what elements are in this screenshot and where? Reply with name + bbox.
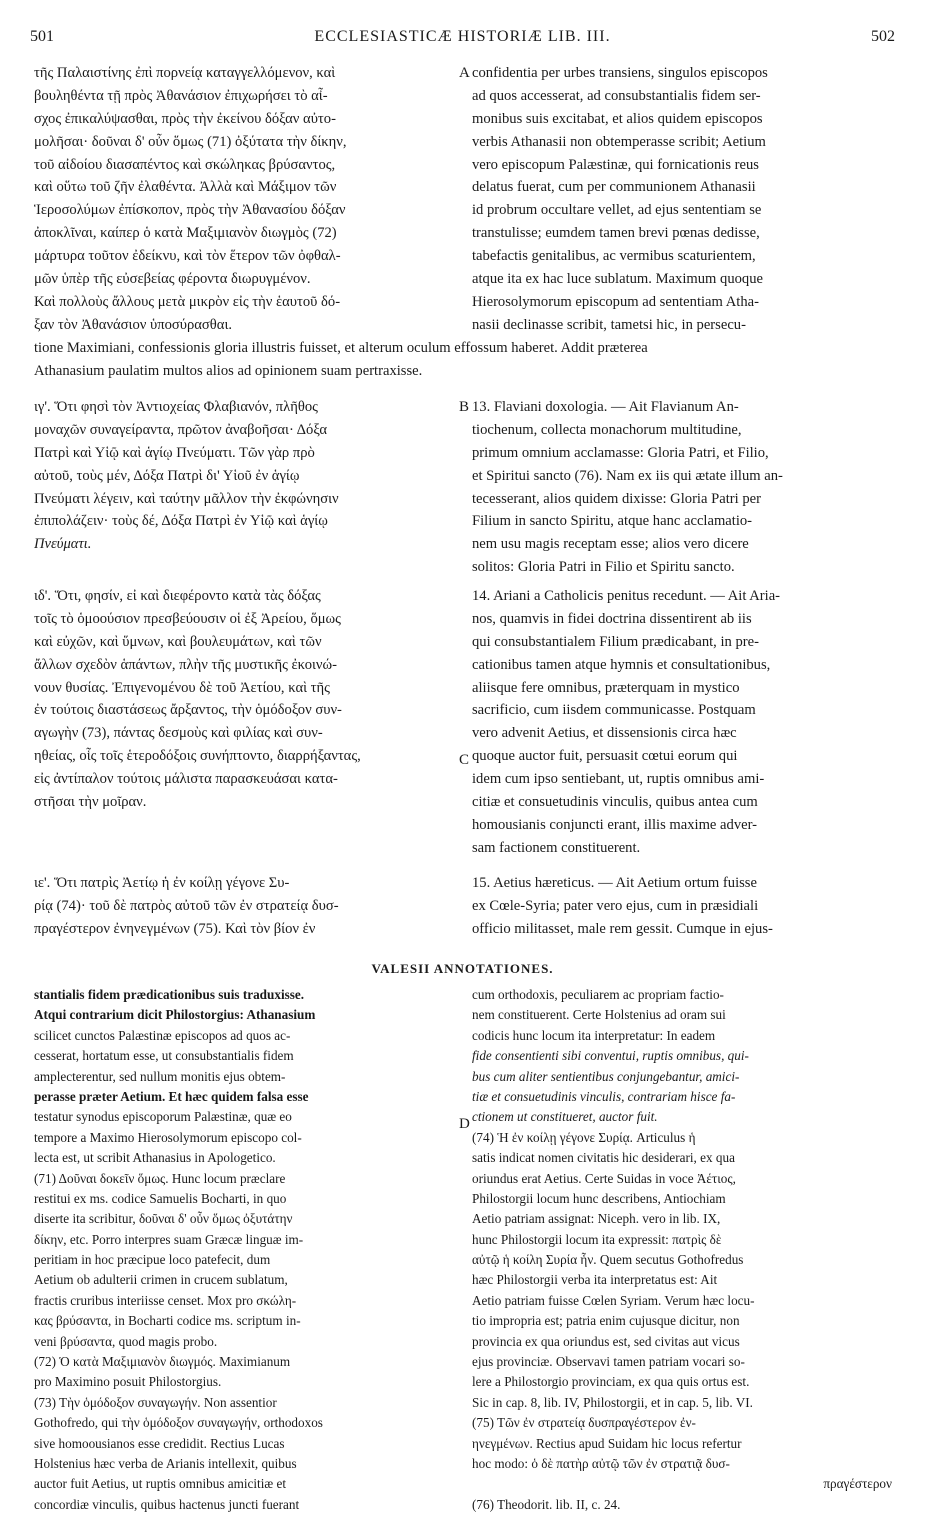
latin-line: sam factionem constituerent.: [472, 839, 641, 856]
note-line: Holstenius hæc verba de Arianis intellexit, quibus: [34, 1455, 297, 1471]
note-line: cesserat, hortatum esse, ut consubstantialis fidem: [34, 1048, 294, 1064]
note-line: Aetium ob adulterii crimen in crucem sublatum,: [34, 1272, 288, 1288]
note-line: veni βρύσαντα, quod magis probo.: [34, 1333, 218, 1349]
latin-line: verbis Athanasii non obtemperasse scribit; Aetium: [472, 133, 766, 150]
greek-line: Πατρὶ καὶ Υἱῷ καὶ ἁγίῳ Πνεύματι. Τῶν γὰρ πρὸ: [34, 444, 315, 461]
note-line: hæc Philostorgii verba ita interpretatus est: Ait: [472, 1272, 718, 1288]
greek-line: νουν θυσίας. Ἐπιγενομένου δὲ τοῦ Ἀετίου, καὶ τῆς: [34, 679, 330, 696]
note-line: (76) Theodorit. lib. II, c. 24.: [472, 1496, 621, 1512]
note-line: κας βρύσαντα, in Bocharti codice ms. scriptum in-: [34, 1313, 301, 1329]
note-line: tempore a Maximo Hierosolymorum episcopo col-: [34, 1129, 302, 1145]
latin-line: nos, quamvis in fidei doctrina dissentirent ab iis: [472, 610, 752, 627]
latin-line: 15. Aetius hæreticus. — Ait Aetium ortum fuisse: [472, 875, 757, 891]
greek-line: ιγ'. Ὅτι φησὶ τὸν Ἀντιοχείας Φλαβιανόν, πλῆθος: [34, 399, 318, 415]
note-line: hoc modo: ὁ δὲ πατὴρ αὐτῷ τῶν ἐν στρατιᾷ δυσ-: [472, 1455, 730, 1471]
note-line: lecta est, ut scribit Athanasius in Apologetico.: [34, 1150, 276, 1166]
note-line: codicis hunc locum ita interpretatur: In eadem: [472, 1027, 716, 1043]
note-line: satis indicat nomen civitatis hic desiderari, ex qua: [472, 1150, 735, 1166]
note-line: diserte ita scribitur, δοῦναι δ' οὖν ὅμως ὀξυτάτην: [34, 1211, 293, 1227]
greek-line: καὶ εὐχῶν, καὶ ὕμνων, καὶ βουλευμάτων, καὶ τῶν: [34, 633, 322, 650]
greek-line: ξαν τὸν Ἀθανάσιον ὑποσύρασθαι.: [34, 316, 233, 333]
margin-letter-b: B: [459, 399, 470, 415]
note-line: scilicet cunctos Palæstinæ episcopos ad quos ac-: [34, 1027, 291, 1043]
latin-line: ad quos accesserat, ad consubstantialis fidem ser-: [472, 87, 761, 104]
latin-line: ex Cœle-Syria; pater vero ejus, cum in præsidiali: [472, 897, 759, 914]
latin-line: 13. Flaviani doxologia. — Ait Flavianum An-: [472, 399, 739, 415]
greek-line: μῶν ὑπὲρ τῆς εὐσεβείας φέροντα διωρυγμένον.: [34, 271, 311, 288]
section-14-latin: [472, 585, 894, 860]
note-line: hunc Philostorgii locum ita expressit: πατρὶς δὲ: [472, 1231, 722, 1247]
section-13-greek: [34, 396, 454, 556]
greek-line: Καὶ πολλοὺς ἄλλους μετὰ μικρὸν εἰς τὴν ἑαυτοῦ δό-: [34, 293, 341, 310]
note-line: (72) Ὁ κατὰ Μαξιμιανὸν διωγμός. Maximianum: [34, 1354, 291, 1370]
note-line: testatur synodus episcoporum Palæstinæ, quæ eo: [34, 1109, 292, 1125]
annotations-left-column: [34, 985, 454, 1515]
greek-line: Ἱεροσολύμων ἐπίσκοπον, πρὸς τὴν Ἀθανασίου δόξαν: [34, 202, 346, 219]
latin-line: vero episcopum Palæstinæ, qui fornicationis reus: [472, 156, 759, 173]
section-15-latin: [472, 872, 894, 941]
note-line: ejus provinciæ. Observavi tamen patriam vocari so-: [472, 1354, 745, 1370]
annotations-heading: VALESII ANNOTATIONES.: [371, 961, 554, 976]
note-line: pro Maximino posuit Philostorgius.: [34, 1374, 222, 1390]
note-line: concordiæ vinculis, quibus hactenus juncti fuerant: [34, 1496, 300, 1512]
margin-letter-d: D: [459, 1116, 470, 1132]
note-line: stantialis fidem prædicationibus suis traduxisse.: [34, 987, 305, 1002]
note-line: ηνεγμένων. Rectius apud Suidam hic locus refertur: [472, 1435, 742, 1451]
greek-line: ἐν τούτοις διαστάσεως ἄρξαντος, τὴν ὁμόδοξον συν-: [34, 702, 342, 719]
latin-line: qui consubstantialem Filium prædicabant, in pre-: [472, 633, 759, 650]
section-14-greek: [34, 585, 454, 814]
note-line: tiæ et consuetudinis vinculis, contrariam hisce fa-: [472, 1088, 736, 1104]
note-line: perasse præter Aetium. Et hæc quidem falsa esse: [34, 1088, 309, 1104]
note-line: cum orthodoxis, peculiarem ac propriam factio-: [472, 987, 724, 1002]
greek-line: στῆσαι τὴν μοῖραν.: [34, 794, 147, 811]
section-13-latin: [472, 396, 894, 579]
note-line: restitui ex ms. codice Samuelis Bocharti, in quo: [34, 1190, 287, 1206]
note-line: oriundus erat Aetius. Certe Suidas in voce Ἀέτιος,: [472, 1170, 736, 1186]
page-number-right: 502: [871, 28, 895, 45]
latin-line: id probrum occultare vellet, ad ejus sententiam se: [472, 202, 762, 219]
note-line: Atqui contrarium dicit Philostorgius: Athanasium: [34, 1007, 316, 1023]
note-line: sive homoousianos esse credidit. Rectius Lucas: [34, 1435, 285, 1451]
note-line: nem constituerent. Certe Holstenius ad oram sui: [472, 1007, 726, 1023]
latin-line: citiæ et consuetudinis vinculis, quibus antea cum: [472, 794, 758, 811]
note-line: bus cum aliter sentientibus conjungebantur, amici-: [472, 1068, 740, 1084]
note-line: Aetio patriam fuisse Cœlen Syriam. Verum hæc locu-: [472, 1292, 755, 1308]
greek-line: τοῦ αἰδοίου διασαπέντος καὶ σκώληκας βρύσαντος,: [34, 156, 336, 173]
greek-line: μοναχῶν συναγείραντα, πρῶτον ἀναβοῆσαι· Δόξα: [34, 421, 327, 438]
latin-line: atque ita ex hac luce sublatum. Maximum quoque: [472, 271, 763, 288]
section-15-greek: [34, 872, 454, 941]
latin-line: officio militasset, male rem gessit. Cumque in ejus-: [472, 920, 773, 937]
note-line: αὐτῷ ἡ κοίλη Συρία ἦν. Quem secutus Gothofredus: [472, 1252, 744, 1268]
note-line: πραγέστερον: [823, 1476, 892, 1492]
note-line: (71) Δοῦναι δοκεῖν ὅμως. Hunc locum præclare: [34, 1170, 286, 1186]
running-header: [30, 28, 895, 50]
greek-line: εἰς ἀντίπαλον τούτοις μάλιστα παρασκευάσαι κατα-: [34, 771, 338, 788]
greek-line: ιδ'. Ὅτι, φησίν, εἰ καὶ διεφέροντο κατὰ τὰς δόξας: [34, 588, 321, 604]
greek-line: αγωγὴν (73), πάντας δεσμοὺς καὶ φιλίας καὶ συν-: [34, 725, 323, 742]
greek-line: ιε'. Ὅτι πατρὶς Ἀετίῳ ἡ ἐν κοίλῃ γέγονε Συ-: [34, 875, 290, 891]
note-line: Aetio patriam assignat: Niceph. vero in lib. IX,: [472, 1211, 721, 1227]
greek-line: πραγέστερον ἐνηνεγμένων (75). Καὶ τὸν βίον ἐν: [34, 920, 316, 937]
note-line: lere a Philostorgio provinciam, ex qua quis ortus est.: [472, 1374, 750, 1390]
greek-line: Πνεύματι.: [34, 536, 92, 553]
greek-line: ἐπιπολάζειν· τοὺς δέ, Δόξα Πατρὶ ἐν Υἱῷ καὶ ἁγίῳ: [34, 513, 328, 530]
note-line: fractis cruribus interiisse censet. Mox pro σκώλη-: [34, 1292, 297, 1308]
note-line: Gothofredo, qui τὴν ὁμόδοξον συναγωγήν, orthodoxos: [34, 1415, 323, 1431]
note-line: amplecterentur, sed nullum monitis ejus obtem-: [34, 1068, 286, 1084]
latin-line: idem cum ipso sentiebant, ut, ruptis omnibus ami-: [472, 771, 765, 788]
note-line: fide consentienti sibi conventui, ruptis omnibus, qui-: [472, 1048, 749, 1064]
latin-line: quoque auctor fuit, persuasit cœtui eorum qui: [472, 748, 738, 765]
latin-line: homousianis conjuncti erant, illis maxime adver-: [472, 816, 758, 833]
greek-line: αὐτοῦ, τοὺς μέν, Δόξα Πατρὶ δι' Υἱοῦ ἐν ἁγίῳ: [34, 467, 300, 484]
greek-line: καὶ οὕτω τοῦ ζῆν ἐλαθέντα. Ἀλλὰ καὶ Μάξιμον τῶν: [34, 179, 337, 196]
page-number-left: 501: [30, 28, 54, 45]
full-width-line: Athanasium paulatim multos alios ad opinionem suam pertraxisse.: [34, 363, 423, 379]
note-line: (73) Τὴν ὁμόδοξον συναγωγήν. Non assentior: [34, 1394, 277, 1410]
greek-line: ἄλλων σχεδὸν ἁπάντων, πλὴν τῆς μυστικῆς ἐκοινώ-: [34, 656, 337, 673]
greek-line: μολῆσαι· δοῦναι δ' οὖν ὅμως (71) ὀξύτατα τὴν δίκην,: [34, 133, 347, 150]
note-line: auctor fuit Aetius, ut ruptis omnibus amicitiæ et: [34, 1476, 286, 1492]
latin-line: et Spiritui sancto (76). Nam ex iis qui ætate illum an-: [472, 467, 783, 484]
latin-line: vero advenit Aetius, et dissensionis circa hæc: [472, 725, 737, 742]
greek-line: βουληθέντα τῇ πρὸς Ἀθανάσιον ἐπιχωρήσει τὸ αἶ-: [34, 87, 328, 104]
latin-line: monibus suis excitabat, et alios quidem episcopos: [472, 110, 763, 127]
running-title: ECCLESIASTICÆ HISTORIÆ LIB. III.: [314, 28, 611, 45]
latin-line: tiochenum, collecta monachorum multitudine,: [472, 421, 742, 438]
latin-line: nem usu magis receptam esse; alios vero dicere: [472, 536, 749, 553]
margin-letter-c: C: [459, 752, 470, 768]
note-line: (75) Τῶν ἐν στρατείᾳ δυσπραγέστερον ἐν-: [472, 1415, 696, 1431]
latin-line: Hierosolymorum episcopum ad sententiam Atha-: [472, 293, 759, 310]
latin-line: 14. Ariani a Catholicis penitus recedunt. — Ait Aria-: [472, 588, 781, 604]
note-line: δίκην, etc. Porro interpres suam Græcæ linguæ im-: [34, 1231, 304, 1247]
latin-line: Filium in sancto Spiritu, atque hanc acclamatio-: [472, 513, 753, 530]
greek-line: ἀποκλῖναι, καίπερ ὁ κατὰ Μαξιμιανὸν διωγμὸς (72): [34, 225, 337, 242]
margin-letter-a: A: [459, 65, 470, 81]
note-line: Sic in cap. 8, lib. IV, Philostorgii, et in cap. 5, lib. VI.: [472, 1394, 753, 1410]
greek-line: Πνεύματι λέγειν, καὶ ταύτην μᾶλλον τὴν ἐκφώνησιν: [34, 490, 339, 507]
latin-line: aliisque fere omnibus, præterquam in mystico: [472, 679, 740, 696]
latin-line: primum omnium acclamasse: Gloria Patri, et Filio,: [472, 444, 769, 461]
latin-line: nasii declinasse scribit, tametsi hic, in persecu-: [472, 316, 746, 333]
note-line: provincia ex qua oriundus est, sed civitas aut vicus: [472, 1333, 740, 1349]
note-line: Philostorgii locum hunc describens, Antiochiam: [472, 1190, 726, 1206]
full-width-line: tione Maximiani, confessionis gloria illustris fuisset, et alterum oculum effossum haberet. Addit præterea: [34, 340, 648, 356]
greek-line: τῆς Παλαιστίνης ἐπὶ πορνείᾳ καταγγελλόμενον, καὶ: [34, 65, 336, 81]
latin-line: cationibus tamen atque hymnis et consultationibus,: [472, 656, 771, 673]
latin-line: confidentia per urbes transiens, singulos episcopos: [472, 65, 768, 81]
latin-line: solitos: Gloria Patri in Filio et Spiritu sancto.: [472, 559, 735, 576]
note-line: peritiam in hoc præcipue loco patefecit, dum: [34, 1252, 271, 1268]
latin-line: tabefactis genitalibus, ac vermibus scaturientem,: [472, 248, 756, 265]
note-line: ctionem ut constitueret, auctor fuit.: [472, 1109, 658, 1125]
latin-line: tecesserant, alios quidem dixisse: Gloria Patri per: [472, 490, 761, 507]
greek-line: ρίᾳ (74)· τοῦ δὲ πατρὸς αὐτοῦ τῶν ἐν στρατείᾳ δυσ-: [34, 897, 339, 914]
greek-column-block-1: [34, 62, 454, 337]
latin-line: transtulisse; eumdem tamen brevi pœnas dedisse,: [472, 225, 760, 242]
latin-line: sacrificio, cum iisdem communicasse. Postquam: [472, 702, 756, 719]
latin-line: delatus fuerat, cum per communionem Athanasii: [472, 179, 756, 196]
latin-column-block-1: [472, 62, 894, 337]
annotations-right-column: [472, 985, 892, 1515]
note-line: (74) Ἡ ἐν κοίλῃ γέγονε Συρίᾳ. Articulus ἡ: [472, 1129, 696, 1145]
greek-line: σχος ἐπικαλύψασθαι, πρὸς τὴν ἐκείνου δόξαν αὐτο-: [34, 110, 336, 127]
greek-line: μάρτυρα τοῦτον ἐδείκνυ, καὶ τὸν ἕτερον τῶν ὀφθαλ-: [34, 248, 341, 265]
greek-line: ηθείας, οἷς τοῖς ἑτεροδόξοις συνήπτοντο, διαρρήξαντας,: [34, 748, 361, 765]
greek-line: τοῖς τὸ ὁμοούσιον πρεσβεύουσιν οἱ ἐξ Ἀρείου, ὅμως: [34, 610, 341, 627]
note-line: tio impropria est; patria enim cujusque dicitur, non: [472, 1313, 740, 1329]
